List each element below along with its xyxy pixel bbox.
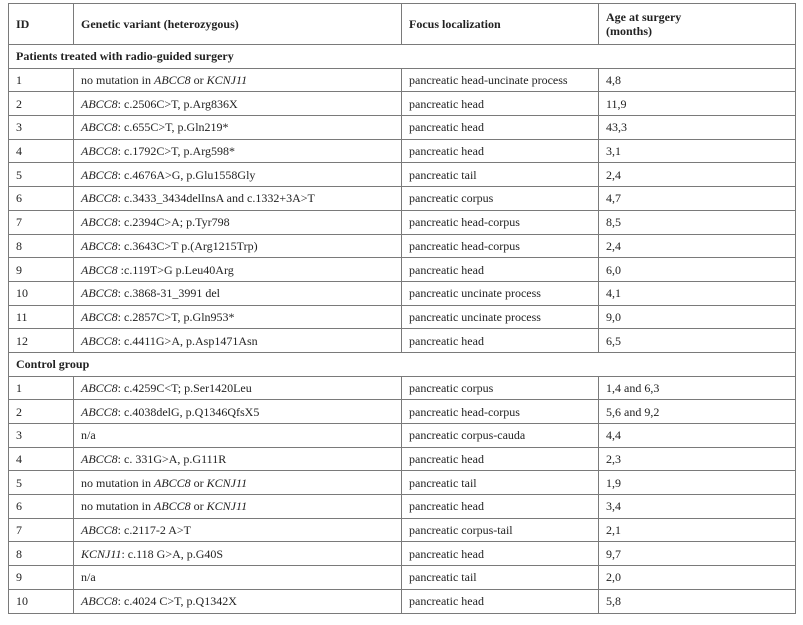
- table-row: [9, 424, 796, 448]
- gene-name: ABCC8: [81, 144, 118, 159]
- variant-text: : c.4259C<T; p.Ser1420Leu: [117, 380, 252, 395]
- variant-text: or: [190, 499, 207, 514]
- cell-id: 3: [9, 116, 74, 140]
- table-row: [9, 329, 796, 353]
- cell-focus: pancreatic corpus-cauda: [402, 424, 599, 448]
- cell-id: 7: [9, 518, 74, 542]
- cell-variant: [74, 210, 402, 234]
- gene-name: KCNJ11: [206, 475, 248, 490]
- cell-variant: [74, 116, 402, 140]
- cell-id: 10: [9, 589, 74, 613]
- gene-name: ABCC8: [81, 523, 118, 538]
- table-row: [9, 258, 796, 282]
- gene-name: ABCC8: [81, 215, 118, 230]
- gene-name: ABCC8: [81, 333, 118, 348]
- variant-text: no mutation in: [81, 475, 154, 490]
- cell-variant: [74, 258, 402, 282]
- cell-focus: pancreatic head: [402, 258, 599, 282]
- variant-text: or: [190, 475, 207, 490]
- variant-text: : c.2394C>A; p.Tyr798: [117, 215, 230, 230]
- cell-age: 3,4: [599, 495, 796, 519]
- header-variant: Genetic variant (heterozygous): [74, 4, 402, 45]
- cell-id: 11: [9, 305, 74, 329]
- table-row: [9, 234, 796, 258]
- cell-variant: [74, 566, 402, 590]
- table-row: [9, 589, 796, 613]
- table-row: [9, 116, 796, 140]
- gene-name: ABCC8: [81, 96, 118, 111]
- table-row: [9, 305, 796, 329]
- cell-focus: pancreatic corpus: [402, 376, 599, 400]
- gene-name: ABCC8: [81, 262, 118, 277]
- cell-age: 9,7: [599, 542, 796, 566]
- cell-variant: [74, 281, 402, 305]
- cell-variant: [74, 234, 402, 258]
- table-row: [9, 495, 796, 519]
- cell-focus: pancreatic head: [402, 589, 599, 613]
- cell-focus: pancreatic head: [402, 116, 599, 140]
- gene-name: ABCC8: [154, 475, 191, 490]
- cell-id: 2: [9, 400, 74, 424]
- cell-id: 2: [9, 92, 74, 116]
- cell-variant: [74, 447, 402, 471]
- cell-variant: [74, 495, 402, 519]
- header-age-line1: Age at surgery: [606, 10, 682, 24]
- gene-name: ABCC8: [81, 404, 118, 419]
- cell-age: 4,4: [599, 424, 796, 448]
- cell-focus: pancreatic head: [402, 329, 599, 353]
- variant-text: no mutation in: [81, 73, 154, 88]
- cell-age: 9,0: [599, 305, 796, 329]
- cell-id: 10: [9, 281, 74, 305]
- table-header: [9, 4, 796, 45]
- cell-age: 1,9: [599, 471, 796, 495]
- cell-variant: [74, 424, 402, 448]
- cell-id: 1: [9, 68, 74, 92]
- gene-name: ABCC8: [81, 452, 118, 467]
- cell-id: 5: [9, 163, 74, 187]
- variant-text: : c.3643C>T p.(Arg1215Trp): [117, 238, 258, 253]
- gene-name: ABCC8: [81, 120, 118, 135]
- gene-name: KCNJ11: [81, 546, 122, 561]
- cell-id: 1: [9, 376, 74, 400]
- cell-focus: pancreatic corpus-tail: [402, 518, 599, 542]
- header-focus: Focus localization: [402, 4, 599, 45]
- table-row: [9, 92, 796, 116]
- variant-text: : c.4411G>A, p.Asp1471Asn: [117, 333, 258, 348]
- variant-text: : c.2857C>T, p.Gln953*: [117, 309, 235, 324]
- gene-name: ABCC8: [81, 309, 118, 324]
- cell-age: 5,8: [599, 589, 796, 613]
- cell-age: 8,5: [599, 210, 796, 234]
- cell-age: 2,4: [599, 234, 796, 258]
- gene-name: ABCC8: [81, 191, 118, 206]
- cell-focus: pancreatic corpus: [402, 187, 599, 211]
- table-row: [9, 210, 796, 234]
- cell-variant: [74, 471, 402, 495]
- cell-variant: [74, 187, 402, 211]
- cell-focus: pancreatic tail: [402, 471, 599, 495]
- table-row: [9, 281, 796, 305]
- variant-text: : c.2506C>T, p.Arg836X: [117, 96, 238, 111]
- cell-age: 6,0: [599, 258, 796, 282]
- section-title: Control group: [9, 352, 796, 376]
- cell-focus: pancreatic head: [402, 139, 599, 163]
- cell-focus: pancreatic head: [402, 447, 599, 471]
- cell-id: 12: [9, 329, 74, 353]
- cell-variant: [74, 329, 402, 353]
- cell-variant: [74, 542, 402, 566]
- variant-text: no mutation in: [81, 499, 154, 514]
- cell-focus: pancreatic uncinate process: [402, 305, 599, 329]
- variant-text: :c.119T>G p.Leu40Arg: [117, 262, 234, 277]
- variant-text: n/a: [81, 428, 96, 443]
- cell-age: 3,1: [599, 139, 796, 163]
- variant-text: : c.4038delG, p.Q1346QfsX5: [117, 404, 260, 419]
- table-row: [9, 400, 796, 424]
- cell-focus: pancreatic head: [402, 495, 599, 519]
- cell-variant: [74, 400, 402, 424]
- cell-id: 7: [9, 210, 74, 234]
- section-row: [9, 352, 796, 376]
- table-row: [9, 518, 796, 542]
- table-row: [9, 163, 796, 187]
- cell-id: 3: [9, 424, 74, 448]
- cell-id: 8: [9, 234, 74, 258]
- header-age-line2: (months): [606, 24, 653, 38]
- cell-id: 6: [9, 495, 74, 519]
- variant-text: : c.2117-2 A>T: [117, 523, 191, 538]
- gene-name: KCNJ11: [206, 499, 248, 514]
- cell-age: 4,8: [599, 68, 796, 92]
- cell-focus: pancreatic head-corpus: [402, 234, 599, 258]
- cell-id: 6: [9, 187, 74, 211]
- table-row: [9, 471, 796, 495]
- cell-variant: [74, 518, 402, 542]
- cell-age: 4,7: [599, 187, 796, 211]
- variant-text: n/a: [81, 570, 96, 585]
- cell-focus: pancreatic head: [402, 92, 599, 116]
- cell-variant: [74, 139, 402, 163]
- cell-age: 6,5: [599, 329, 796, 353]
- cell-id: 4: [9, 447, 74, 471]
- gene-name: ABCC8: [81, 380, 118, 395]
- cell-age: 2,3: [599, 447, 796, 471]
- cell-variant: [74, 305, 402, 329]
- variant-text: : c.1792C>T, p.Arg598*: [117, 144, 235, 159]
- cell-age: 2,4: [599, 163, 796, 187]
- cell-focus: pancreatic head-corpus: [402, 210, 599, 234]
- cell-variant: [74, 589, 402, 613]
- cell-focus: pancreatic head-uncinate process: [402, 68, 599, 92]
- table-row: [9, 447, 796, 471]
- table-row: [9, 542, 796, 566]
- table-row: [9, 187, 796, 211]
- gene-name: ABCC8: [154, 73, 191, 88]
- cell-variant: [74, 92, 402, 116]
- variant-text: : c.3433_3434delInsA and c.1332+3A>T: [117, 191, 315, 206]
- cell-age: 5,6 and 9,2: [599, 400, 796, 424]
- table-row: [9, 68, 796, 92]
- variant-text: : c.4676A>G, p.Glu1558Gly: [117, 167, 256, 182]
- cell-age: 2,1: [599, 518, 796, 542]
- section-title: Patients treated with radio-guided surgery: [9, 45, 796, 69]
- variant-text: : c.3868-31_3991 del: [117, 286, 220, 301]
- cell-age: 11,9: [599, 92, 796, 116]
- gene-name: ABCC8: [81, 286, 118, 301]
- cell-age: 43,3: [599, 116, 796, 140]
- cell-age: 2,0: [599, 566, 796, 590]
- cell-focus: pancreatic head-corpus: [402, 400, 599, 424]
- gene-name: ABCC8: [81, 594, 118, 609]
- table-row: [9, 139, 796, 163]
- cell-age: 4,1: [599, 281, 796, 305]
- variant-text: or: [190, 73, 207, 88]
- variant-text: : c. 331G>A, p.G111R: [117, 452, 227, 467]
- header-row: [9, 4, 796, 45]
- header-age: [599, 4, 796, 45]
- table-row: [9, 566, 796, 590]
- gene-name: KCNJ11: [206, 73, 248, 88]
- variant-text: : c.118 G>A, p.G40S: [121, 546, 224, 561]
- gene-name: ABCC8: [154, 499, 191, 514]
- gene-name: ABCC8: [81, 238, 118, 253]
- cell-variant: [74, 163, 402, 187]
- cell-focus: pancreatic tail: [402, 566, 599, 590]
- cell-id: 9: [9, 566, 74, 590]
- cell-focus: pancreatic head: [402, 542, 599, 566]
- cell-id: 5: [9, 471, 74, 495]
- variant-text: : c.655C>T, p.Gln219*: [117, 120, 229, 135]
- table-body: [9, 45, 796, 614]
- cell-id: 8: [9, 542, 74, 566]
- variant-text: : c.4024 C>T, p.Q1342X: [117, 594, 237, 609]
- cell-variant: [74, 68, 402, 92]
- cell-variant: [74, 376, 402, 400]
- section-row: [9, 45, 796, 69]
- cell-id: 4: [9, 139, 74, 163]
- gene-name: ABCC8: [81, 167, 118, 182]
- header-id: ID: [9, 4, 74, 45]
- cell-id: 9: [9, 258, 74, 282]
- table-row: [9, 376, 796, 400]
- cell-focus: pancreatic uncinate process: [402, 281, 599, 305]
- cell-age: 1,4 and 6,3: [599, 376, 796, 400]
- cell-focus: pancreatic tail: [402, 163, 599, 187]
- patients-table: [8, 3, 796, 614]
